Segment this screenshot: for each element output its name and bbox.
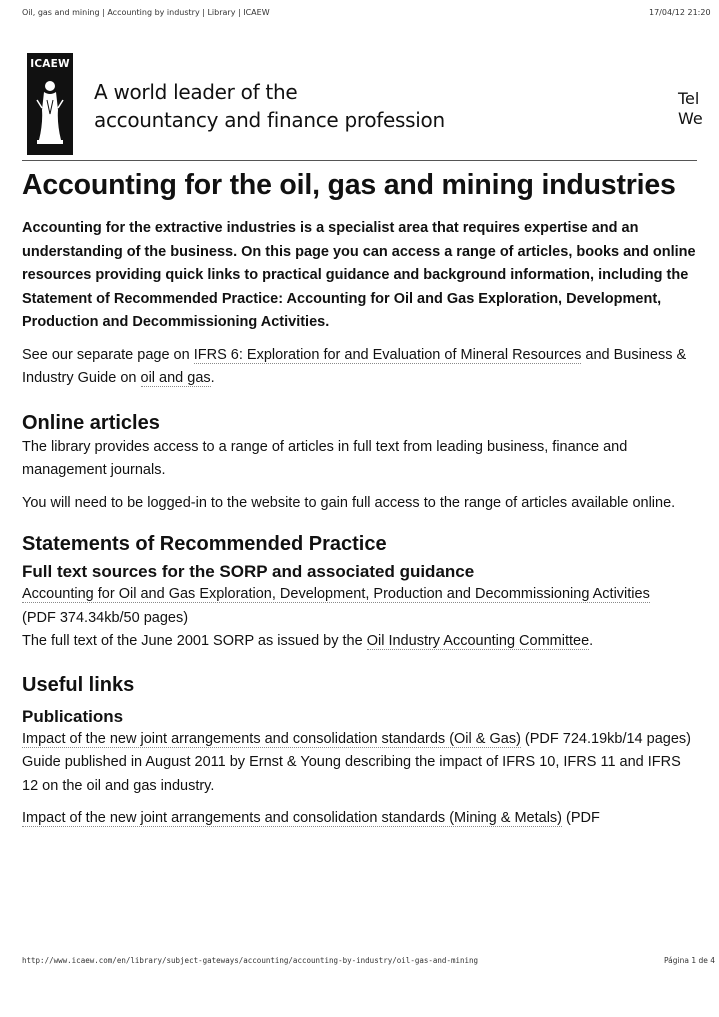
mining-metals-impact-link[interactable]: Impact of the new joint arrangements and consolidation standards (Mining & Metals) bbox=[22, 810, 563, 826]
publication-item-1 bbox=[22, 728, 697, 752]
print-header bbox=[22, 8, 711, 17]
print-header-title: Oil, gas and mining | Accounting by industry | Library | ICAEW bbox=[22, 8, 270, 17]
logo-figure-icon bbox=[27, 70, 73, 155]
logo-text: ICAEW bbox=[30, 58, 70, 70]
online-articles-paragraph-1: The library provides access to a range of articles in full text from leading business, finance and management journals. bbox=[22, 438, 628, 478]
ifrs6-link[interactable]: IFRS 6: Exploration for and Evaluation of Mineral Resources bbox=[193, 346, 582, 363]
print-footer-url: http://www.icaew.com/en/library/subject-gateways/accounting/accounting-by-industry/oil-gas-and-mining bbox=[22, 956, 479, 965]
publication-item-2-meta: (PDF bbox=[562, 810, 600, 826]
intro-paragraph: Accounting for the extractive industries is a specialist area that requires expertise and an understanding of the business. On this page you can access a range of articles, books and online resources providing quick links to practical guidance and background information, including the Statement of Recommended Practice: Accounting for Oil and Gas Exploration, Development, Production and Decommissioning Activities. bbox=[22, 220, 696, 330]
print-header-datetime: 17/04/12 21:20 bbox=[649, 8, 711, 17]
cut-off-line-1: Tel bbox=[678, 89, 700, 108]
see-also-paragraph bbox=[22, 344, 697, 391]
useful-links-heading: Useful links bbox=[22, 673, 135, 696]
see-also-prefix: See our separate page on bbox=[22, 346, 194, 363]
sorp-link-paragraph bbox=[22, 583, 697, 607]
tagline-line-2: accountancy and finance profession bbox=[94, 108, 445, 132]
online-articles-heading: Online articles bbox=[22, 411, 160, 434]
tagline-line-1: A world leader of the bbox=[94, 80, 298, 104]
sorp-description-prefix: The full text of the June 2001 SORP as issued by the bbox=[22, 633, 367, 649]
publication-item-2 bbox=[22, 807, 697, 831]
oil-and-gas-guide-link[interactable]: oil and gas bbox=[140, 370, 211, 386]
publication-item-1-description: Guide published in August 2011 by Ernst & Young describing the impact of IFRS 10, IFRS 11 and IFRS 12 on the oil and gas industry. bbox=[22, 754, 681, 794]
publications-subheading: Publications bbox=[22, 706, 124, 726]
oil-gas-impact-link[interactable]: Impact of the new joint arrangements and consolidation standards (Oil & Gas) bbox=[22, 730, 521, 747]
page-title: Accounting for the oil, gas and mining industries bbox=[22, 169, 676, 201]
sorp-document-link[interactable]: Accounting for Oil and Gas Exploration, Development, Production and Decommissioning Activities bbox=[22, 586, 650, 602]
publication-item-1-meta: (PDF 724.19kb/14 pages) bbox=[520, 730, 691, 747]
print-footer-page-number: Página 1 de 4 bbox=[663, 956, 715, 965]
sorp-description-suffix: . bbox=[589, 633, 594, 649]
see-also-suffix: . bbox=[210, 370, 215, 386]
masthead bbox=[27, 53, 719, 157]
masthead-cut-off-text bbox=[678, 89, 703, 129]
sorp-description bbox=[22, 630, 697, 654]
cut-off-line-2: We bbox=[678, 109, 703, 128]
sorp-meta: (PDF 374.34kb/50 pages) bbox=[22, 609, 189, 626]
print-footer bbox=[22, 956, 715, 965]
sorp-subheading: Full text sources for the SORP and associated guidance bbox=[22, 562, 475, 581]
main-content bbox=[22, 166, 697, 831]
icaew-logo[interactable] bbox=[27, 53, 73, 155]
tagline bbox=[94, 78, 445, 134]
header-divider bbox=[22, 160, 697, 161]
online-articles-paragraph-2: You will need to be logged-in to the website to gain full access to the range of articles available online. bbox=[22, 494, 676, 511]
see-also-middle: and Business & Industry Guide on bbox=[22, 346, 687, 386]
oiac-link[interactable]: Oil Industry Accounting Committee bbox=[366, 633, 590, 649]
sorp-heading: Statements of Recommended Practice bbox=[22, 533, 387, 555]
